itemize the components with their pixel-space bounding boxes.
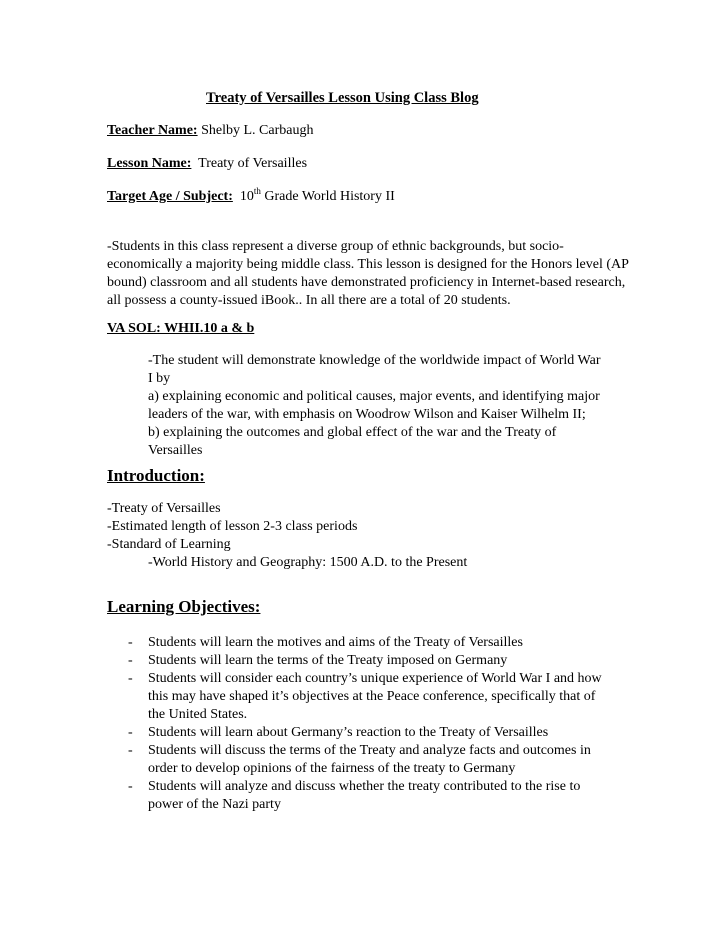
objective-line: Students will learn the motives and aims of the Treaty of Versailles [148,635,523,650]
target-grade-suffix: th [253,186,261,196]
bullet-dash: - [128,725,133,740]
description-paragraph [107,238,629,310]
bullet-dash: - [128,635,133,650]
lesson-line [107,155,307,173]
description-line: bound) classroom and all students have demonstrated proficiency in Internet-based research, [107,275,626,290]
document-page [107,0,627,942]
introduction-line: -Standard of Learning [107,537,231,552]
target-subject: Grade World History II [264,189,395,204]
introduction-line: -Treaty of Versailles [107,501,221,516]
target-grade-number: 10 [239,189,254,204]
bullet-dash: - [128,671,133,686]
objectives-heading: Learning Objectives: [107,597,261,616]
sol-line: a) explaining economic and political causes, major events, and identifying major [148,389,600,404]
introduction-block [107,500,467,572]
objective-line: Students will learn the terms of the Treaty imposed on Germany [148,653,508,668]
objective-line: power of the Nazi party [148,797,281,812]
introduction-line: -Estimated length of lesson 2-3 class periods [107,519,358,534]
objective-line: the United States. [148,707,248,722]
description-line: all possess a county-issued iBook.. In all there are a total of 20 students. [107,293,511,308]
objective-item [107,724,627,742]
bullet-dash: - [128,779,133,794]
objective-item [107,670,627,724]
objectives-list [107,634,627,814]
introduction-heading: Introduction: [107,466,205,485]
objective-item [107,634,627,652]
objective-item [107,652,627,670]
objective-line: Students will consider each country’s unique experience of World War I and how [148,671,602,686]
objective-item [107,778,627,814]
bullet-dash: - [128,743,133,758]
objective-line: this may have shaped it’s objectives at the Peace conference, specifically that of [148,689,596,704]
sol-line: -The student will demonstrate knowledge of the worldwide impact of World War [148,353,601,368]
target-label: Target Age / Subject: [107,189,233,204]
sol-line: b) explaining the outcomes and global effect of the war and the Treaty of [148,425,557,440]
lesson-label: Lesson Name: [107,156,192,171]
objective-line: Students will learn about Germany’s reaction to the Treaty of Versailles [148,725,549,740]
description-line: economically a majority being middle class. This lesson is designed for the Honors level (AP [107,257,629,272]
objective-line: Students will analyze and discuss whether the treaty contributed to the rise to [148,779,581,794]
teacher-line [107,122,313,140]
teacher-value: Shelby L. Carbaugh [201,123,314,138]
sol-line: I by [148,371,171,386]
document-title: Treaty of Versailles Lesson Using Class Blog [206,90,479,106]
lesson-value: Treaty of Versailles [198,156,308,171]
objective-item [107,742,627,778]
objective-line: Students will discuss the terms of the Treaty and analyze facts and outcomes in [148,743,591,758]
teacher-label: Teacher Name: [107,123,198,138]
objective-line: order to develop opinions of the fairness of the treaty to Germany [148,761,516,776]
target-line [107,188,395,206]
description-line: -Students in this class represent a diverse group of ethnic backgrounds, but socio- [107,239,564,254]
sol-label: VA SOL: WHII.10 a & b [107,321,255,336]
sol-text-block [148,352,601,460]
sol-line: Versailles [148,443,203,458]
sol-line: leaders of the war, with emphasis on Woodrow Wilson and Kaiser Wilhelm II; [148,407,586,422]
sol-heading [107,320,254,338]
bullet-dash: - [128,653,133,668]
introduction-subline: -World History and Geography: 1500 A.D. to the Present [148,555,468,570]
